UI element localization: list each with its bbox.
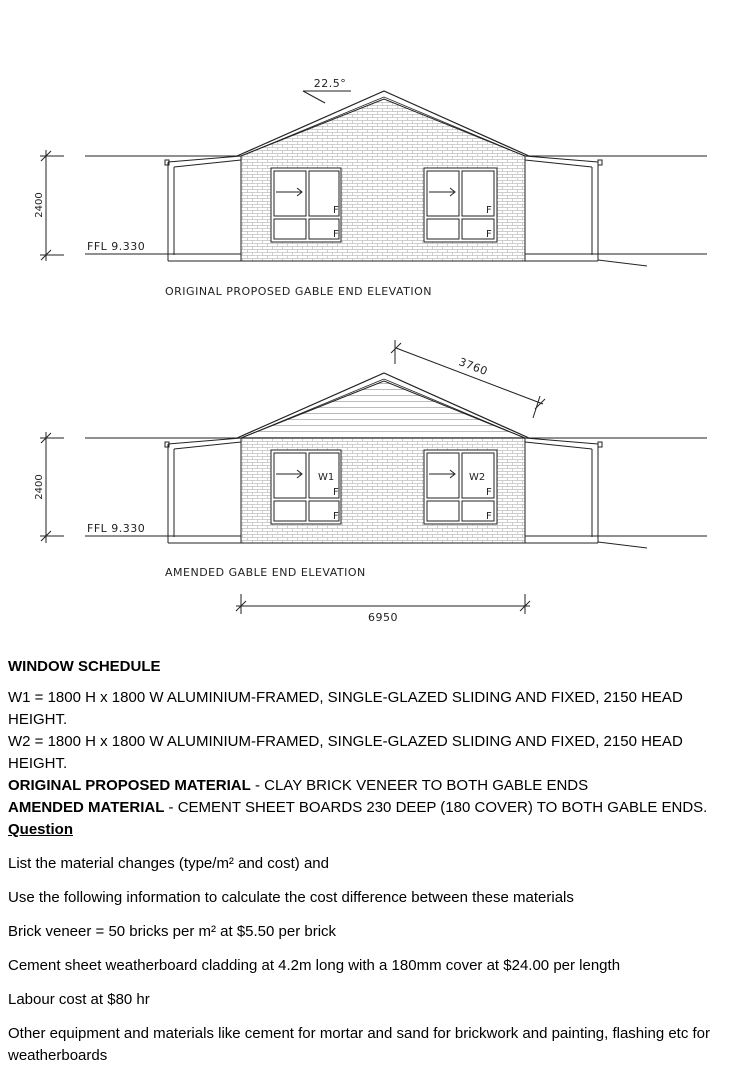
amended-window-w1-fixed-marker-2: F	[333, 511, 339, 522]
angle-leader-slope	[303, 91, 325, 103]
original-window-left-fixed-marker: F	[333, 205, 339, 216]
question-line-4: Cement sheet weatherboard cladding at 4.2m long with a 180mm cover at $24.00 per length	[8, 957, 621, 974]
original-window-right-fixed-marker: F	[486, 205, 492, 216]
amended-window-w2-fixed-marker-2: F	[486, 511, 492, 522]
amended-window-w1-tag: W1	[318, 472, 335, 483]
schedule-w2: W2 = 1800 H x 1800 W ALUMINIUM-FRAMED, SINGLE-GLAZED SLIDING AND FIXED, 2150 HEAD HEIGHT.	[8, 733, 683, 772]
question-heading: Question	[8, 821, 74, 838]
amended-width-label: 6950	[368, 611, 398, 624]
amended-material-label: AMENDED MATERIAL	[8, 799, 165, 816]
original-ffl-label: FFL 9.330	[87, 240, 146, 253]
amended-left-wing	[165, 438, 241, 543]
window-schedule-heading: WINDOW SCHEDULE	[8, 658, 161, 675]
amended-height-label: 2400	[34, 474, 45, 500]
question-line-1: List the material changes (type/m² and cost) and	[8, 855, 329, 872]
amended-ground-line	[598, 542, 647, 548]
amended-rake-label: 3760	[456, 355, 490, 379]
schedule-w1: W1 = 1800 H x 1800 W ALUMINIUM-FRAMED, SINGLE-GLAZED SLIDING AND FIXED, 2150 HEAD HEIGHT.	[8, 689, 683, 728]
amended-material-text: - CEMENT SHEET BOARDS 230 DEEP (180 COVER) TO BOTH GABLE ENDS.	[164, 799, 708, 816]
original-roof-angle-label: 22.5°	[313, 77, 347, 90]
question-line-3: Brick veneer = 50 bricks per m² at $5.50 per brick	[8, 923, 337, 940]
question-line-2: Use the following information to calculate the cost difference between these materials	[8, 889, 574, 906]
original-elevation-caption: ORIGINAL PROPOSED GABLE END ELEVATION	[165, 285, 433, 298]
original-window-left-fixed-marker-2: F	[333, 229, 339, 240]
original-elevation	[34, 77, 707, 298]
original-window-right-fixed-marker-2: F	[486, 229, 492, 240]
schedule-original-material	[8, 775, 743, 797]
original-window-left	[271, 168, 341, 242]
amended-window-w2-fixed-marker: F	[486, 487, 492, 498]
question-line-5: Labour cost at $80 hr	[8, 991, 150, 1008]
amended-window-w1-fixed-marker: F	[333, 487, 339, 498]
amended-gable-weatherboards	[241, 381, 525, 438]
amended-right-wing	[525, 438, 602, 543]
question-line-6: Other equipment and materials like cement for mortar and sand for brickwork and painting, flashing etc for weatherboards	[8, 1025, 711, 1064]
original-ground-line	[598, 260, 647, 266]
schedule-amended-material	[8, 797, 743, 819]
window-schedule-section	[8, 656, 743, 1067]
original-material-text: - CLAY BRICK VENEER TO BOTH GABLE ENDS	[250, 777, 589, 794]
original-height-label: 2400	[34, 192, 45, 218]
amended-ffl-label: FFL 9.330	[87, 522, 146, 535]
original-left-wing	[165, 156, 241, 261]
amended-window-w1	[271, 450, 341, 524]
amended-elevation	[34, 340, 707, 624]
original-material-label: ORIGINAL PROPOSED MATERIAL	[8, 777, 251, 794]
amended-elevation-caption: AMENDED GABLE END ELEVATION	[165, 566, 366, 579]
original-right-wing	[525, 156, 602, 261]
amended-window-w2-tag: W2	[469, 472, 486, 483]
